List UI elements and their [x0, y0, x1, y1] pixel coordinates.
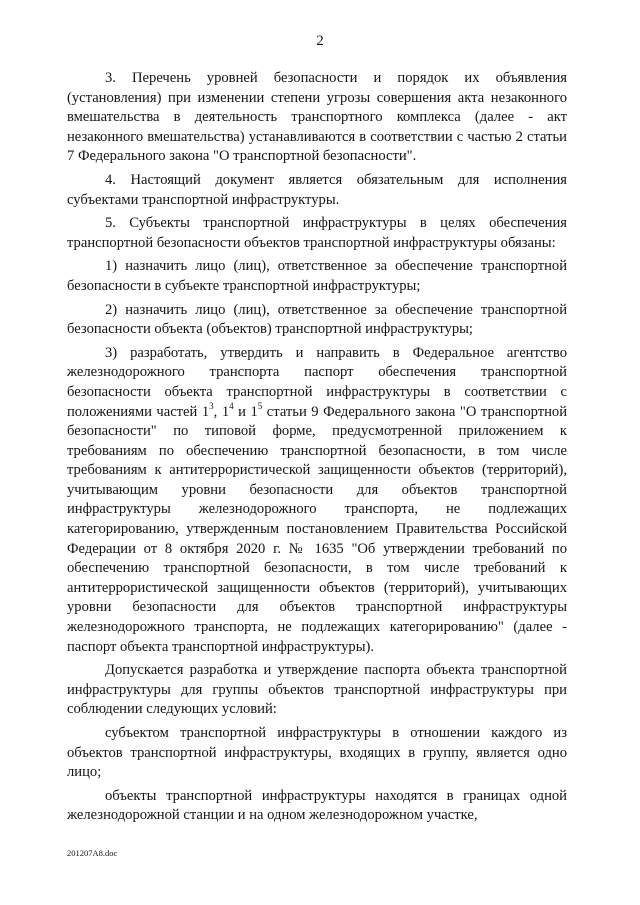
paragraph-3: 3. Перечень уровней безопасности и порядок их объявления (установления) при изменении степени угрозы совершения акта незаконного вмешательства в деятельность транспортного комплекса (далее - акт незаконного вмешательства) устанавливаются в соответствии с частью 2 статьи 7 Федерального закона "О транспортной безопасности".	[67, 70, 567, 165]
subitem-2: 2) назначить лицо (лиц), ответственное за обеспечение транспортной безопасности объекта (объектов) транспортной инфраструктуры;	[67, 301, 567, 338]
superscript-5: 5	[257, 400, 263, 411]
subitem-1: 1) назначить лицо (лиц), ответственное за обеспечение транспортной безопасности в субъекте транспортной инфраструктуры;	[67, 258, 567, 294]
subitem-3	[67, 344, 567, 658]
document-body	[67, 69, 567, 826]
condition-1: субъектом транспортной инфраструктуры в отношении каждого из объектов транспортной инфраструктуры, входящих в группу, является одно лицо;	[67, 725, 567, 781]
condition-2: объекты транспортной инфраструктуры находятся в границах одной железнодорожной станции и на одном железнодорожном участке,	[67, 787, 567, 824]
superscript-3: 3	[209, 400, 214, 411]
footer-file-code: 201207A8.doc	[67, 848, 118, 858]
subitem-3-text-c: и 1	[233, 403, 258, 420]
subitem-3-text-b: , 1	[213, 403, 230, 420]
page-number: 2	[316, 33, 324, 49]
superscript-4: 4	[229, 400, 234, 411]
paragraph-5: 5. Субъекты транспортной инфраструктуры в целях обеспечения транспортной безопасности объектов транспортной инфраструктуры обязаны:	[67, 215, 567, 251]
paragraph-4: 4. Настоящий документ является обязательным для исполнения субъектами транспортной инфраструктуры.	[67, 171, 567, 208]
paragraph-group-allowed: Допускается разработка и утверждение паспорта объекта транспортной инфраструктуры для группы объектов транспортной инфраструктуры при соблюдении следующих условий:	[67, 662, 567, 718]
subitem-3-text-a: 3) разработать, утвердить и направить в Федеральное агентство железнодорожного транспорта паспорт обеспечения транспортной безопасности объекта транспортной инфраструктуры в соответствии с положениями частей 1	[67, 344, 567, 420]
subitem-3-text-d: статьи 9 Федерального закона "О транспортной безопасности" по типовой форме, предусмотренной приложением к требованиям по обеспечению транспортной безопасности, в том числе требованиям к антитеррористической защищенности объектов (территорий), учитывающим уровни безопасности для объектов транспортной инфраструктуры железнодорожного транспорта, не подлежащих категорированию, утвержденным постановлением Правительства Российской Федерации от 8 октября 2020 г. № 1635 "Об утверждении требований по обеспечению транспортной безопасности, в том числе требований к антитеррористической защищенности объектов (территорий), учитывающих уровни безопасности для объектов транспортной инфраструктуры железнодорожного транспорта, не подлежащих категорированию" (далее - паспорт объекта транспортной инфраструктуры).	[67, 403, 568, 655]
